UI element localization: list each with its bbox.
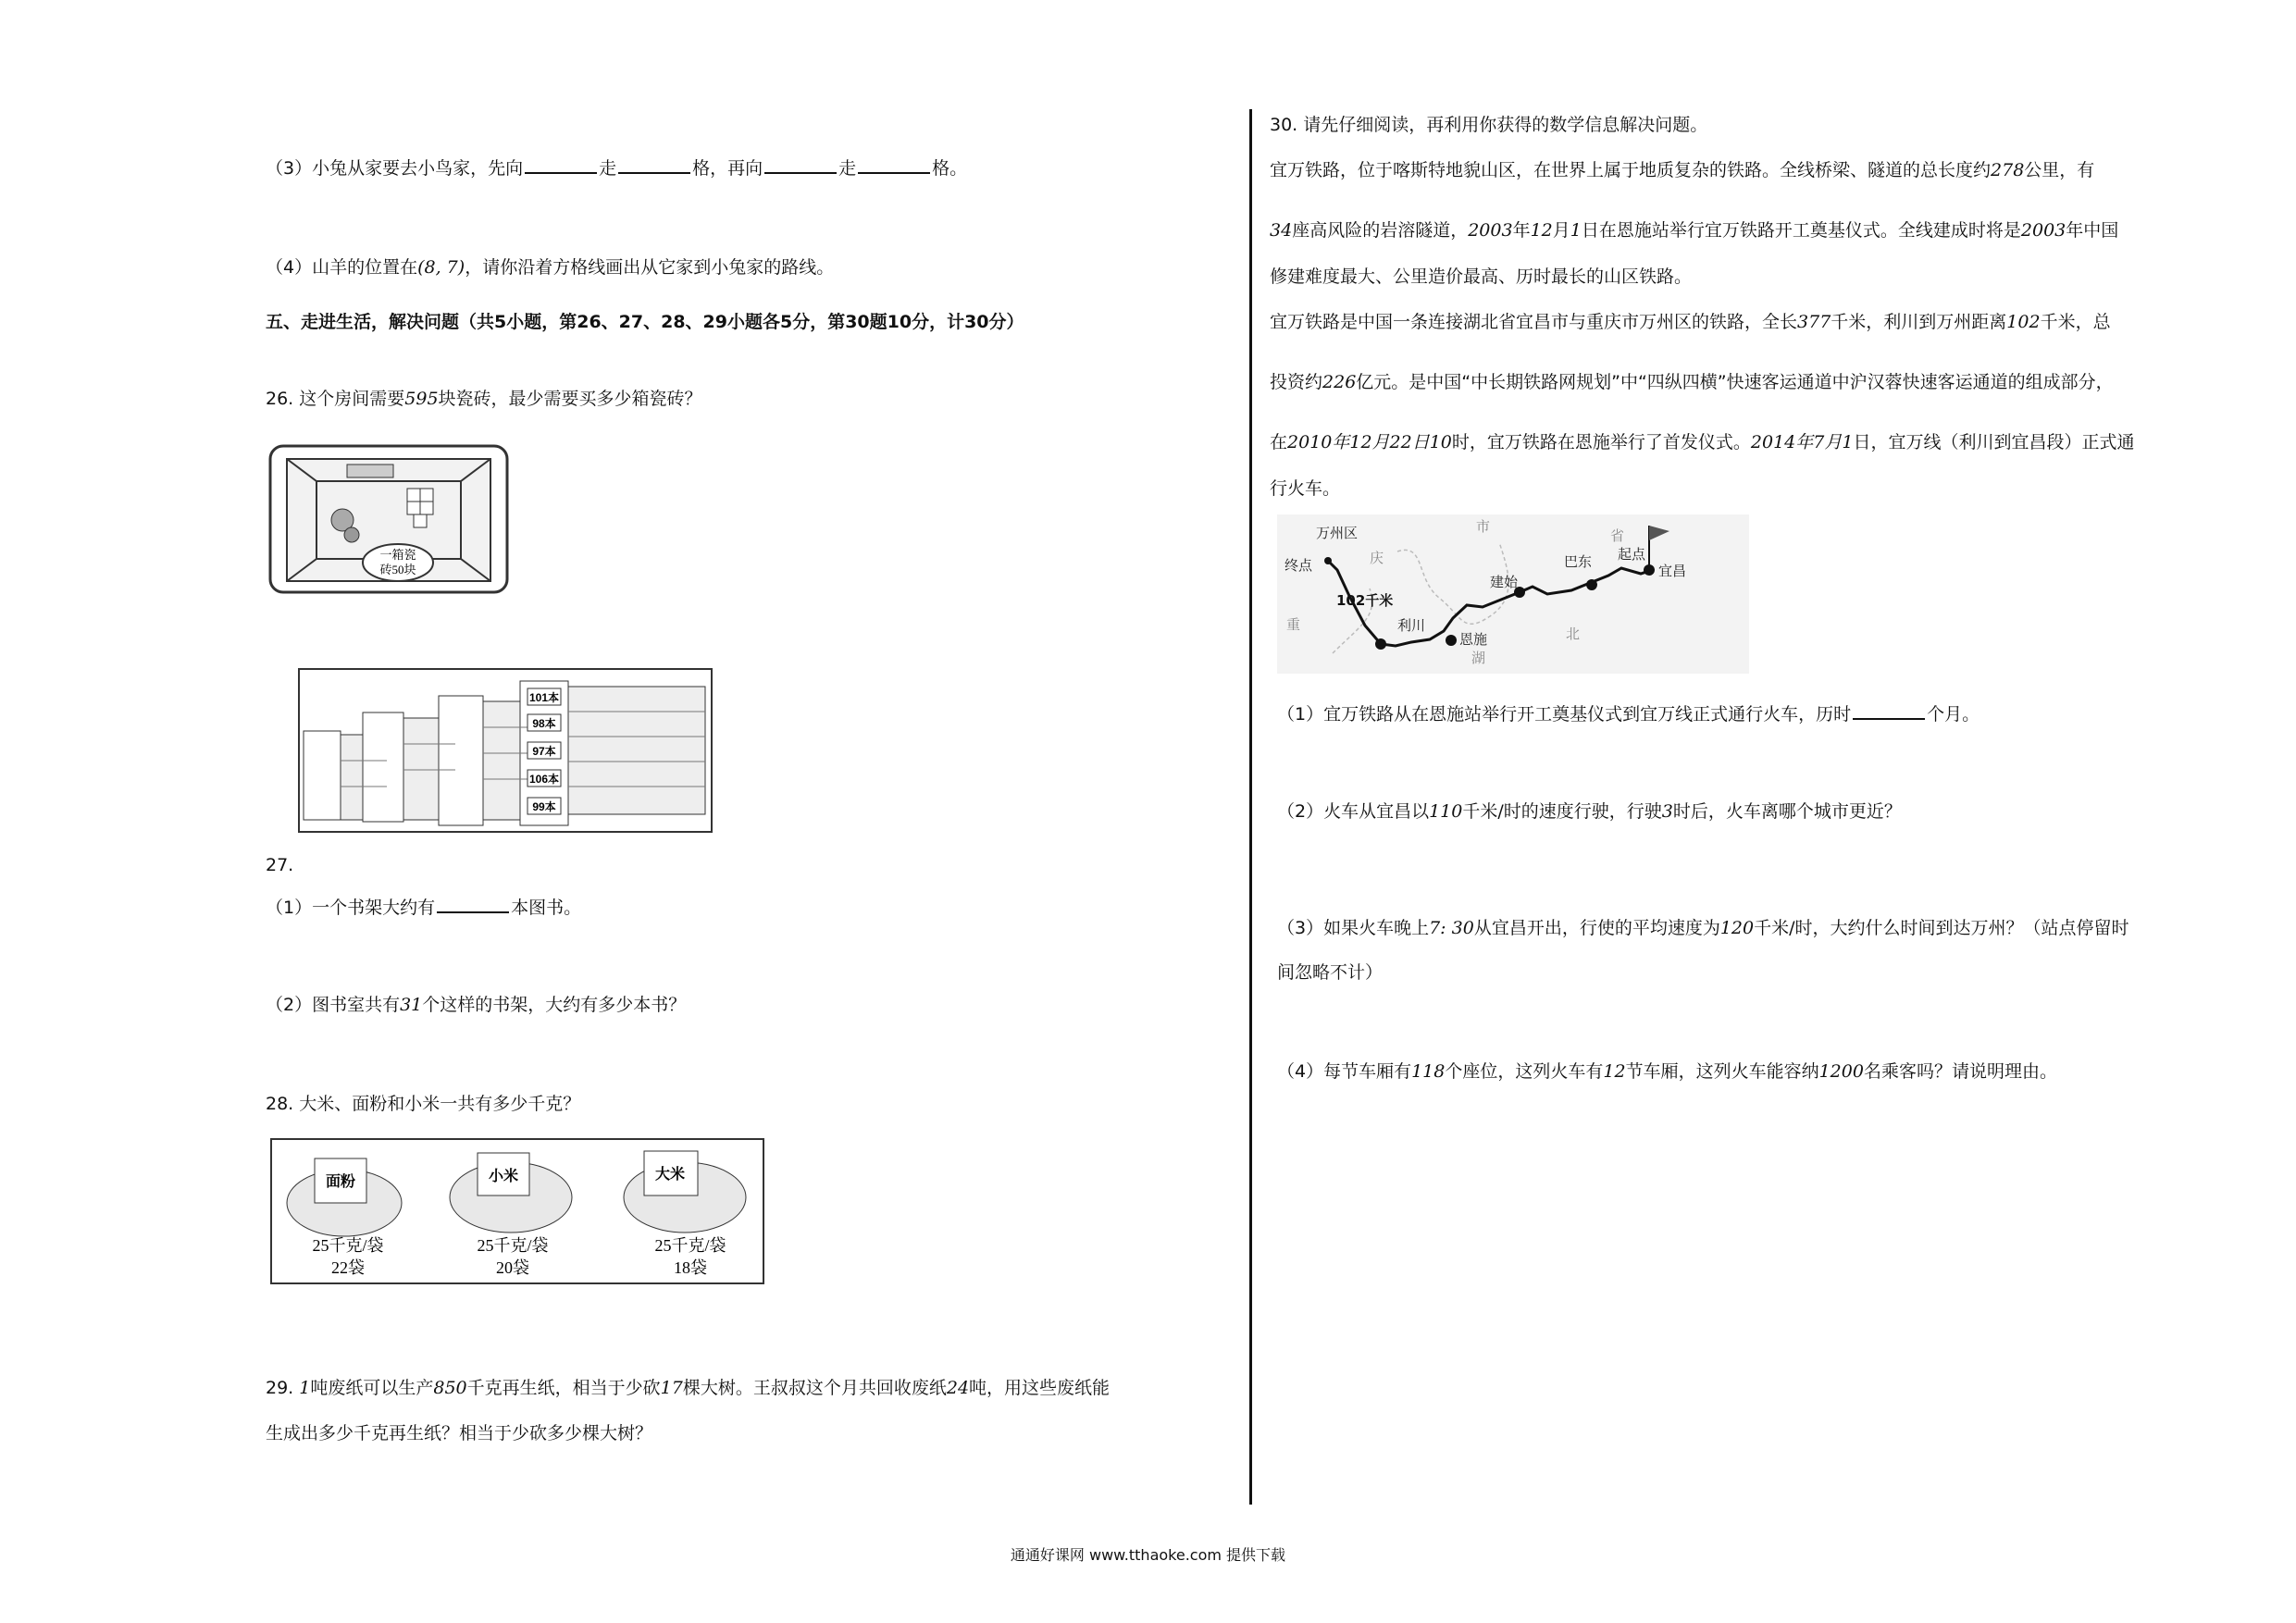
bag-name: 面粉 [325,1174,356,1190]
section-5-heading: 五、走进生活，解决问题（共5小题，第26、27、28、29小题各5分，第30题10分，计30分） [266,312,1024,332]
answer-blank[interactable] [764,155,837,174]
shelf-label: 99本 [532,800,556,813]
grain-bags-image [270,1138,764,1284]
q30-para-line-3: 修建难度最大、公里造价最高、历时最长的山区铁路。 [1270,266,1693,287]
map-label-qing: 庆 [1370,550,1384,566]
q29-line-2: 生成出多少千克再生纸？相当于少砍多少棵大树？ [266,1423,653,1443]
q30-para-line-2: 34座高风险的岩溶隧道，2003年12月1日在恩施站举行宜万铁路开工奠基仪式。全线建成时将是2003年中国 [1270,220,2119,241]
bag-weight: 25千克/袋 [477,1236,549,1255]
bag-count: 20袋 [496,1258,529,1277]
bubble-line-2: 砖50块 [379,563,416,576]
shelf-label: 101本 [528,691,560,704]
map-label-badong: 巴东 [1564,553,1593,570]
q27-1: （1）一个书架大约有 本图书。 [266,895,581,920]
q30-2: （2）火车从宜昌以110千米/时的速度行驶，行驶3时后，火车离哪个城市更近？ [1277,801,1902,822]
shelf-label: 106本 [528,773,560,786]
bag-count: 22袋 [331,1258,365,1277]
bag-name: 大米 [654,1167,686,1183]
q30-3-line-2: 间忽略不计） [1277,962,1384,983]
map-label-lichuan: 利川 [1397,617,1426,634]
bag-weight: 25千克/袋 [312,1236,384,1255]
shelf-label: 97本 [532,745,556,758]
q30-3-line-1: （3）如果火车晚上7: 30从宜昌开出，行使的平均速度为120千米/时，大约什么时间到达万州？（站点停留时 [1277,918,2129,938]
bag-name: 小米 [488,1169,519,1184]
column-divider [1249,109,1252,1505]
answer-blank[interactable] [618,155,690,174]
answer-blank[interactable] [437,895,509,913]
q29-line-1: 29. 1吨废纸可以生产850千克再生纸，相当于少砍17棵大树。王叔叔这个月共回收废纸24吨，用这些废纸能 [266,1378,1111,1398]
answer-blank[interactable] [525,155,597,174]
map-label-chong: 重 [1286,616,1301,633]
q30-para-line-7: 行火车。 [1270,478,1341,499]
q30-1: （1）宜万铁路从在恩施站举行开工奠基仪式到宜万线正式通行火车，历时 个月。 [1277,701,1980,726]
q27-2: （2）图书室共有31个这样的书架，大约有多少本书？ [266,995,687,1015]
q28: 28. 大米、面粉和小米一共有多少千克？ [266,1094,581,1114]
q30-4: （4）每节车厢有118个座位，这列火车有12节车厢，这列火车能容纳1200名乘客吗？请说明理由。 [1277,1061,2057,1082]
answer-blank[interactable] [1853,701,1925,720]
bookshelf-image [298,668,713,833]
map-label-distance: 102千米 [1336,592,1394,609]
q25-3: （3）小兔从家要去小鸟家，先向 走 格，再向 走 格。 [266,155,967,180]
map-label-bei: 北 [1566,626,1581,642]
q30-title: 30. 请先仔细阅读，再利用你获得的数学信息解决问题。 [1270,115,1708,135]
map-label-end: 终点 [1285,557,1313,574]
bag-count: 18袋 [674,1258,707,1277]
map-label-start: 起点 [1618,546,1646,563]
map-label-jianshi: 建始 [1490,574,1519,590]
map-label-hu: 湖 [1471,650,1486,666]
q30-para-line-5: 投资约226亿元。是中国“中长期铁路网规划”中“四纵四横”快速客运通道中沪汉蓉快速客运通道的组成部分， [1270,372,2114,392]
map-label-shi: 市 [1476,518,1491,535]
q30-para-line-6: 在2010年12月22日10时，宜万铁路在恩施举行了首发仪式。2014年7月1日，宜万线（利川到宜昌段）正式通 [1270,432,2135,452]
map-label-enshi: 恩施 [1459,631,1488,648]
railway-map [1277,514,1749,674]
answer-blank[interactable] [858,155,930,174]
q27-number: 27. [266,855,294,875]
room-tile-image [268,444,511,596]
page-footer: 通通好课网 www.tthaoke.com 提供下载 [1010,1546,1286,1564]
q30-para-line-1: 宜万铁路，位于喀斯特地貌山区，在世界上属于地质复杂的铁路。全线桥梁、隧道的总长度约278公里，有 [1270,160,2095,180]
bag-weight: 25千克/袋 [654,1236,726,1255]
shelf-label: 98本 [532,717,556,730]
q26: 26. 这个房间需要595块瓷砖，最少需要买多少箱瓷砖？ [266,389,702,409]
map-label-wanzhou: 万州区 [1316,525,1359,541]
q25-4: （4）山羊的位置在(8, 7)，请你沿着方格线画出从它家到小兔家的路线。 [266,257,835,278]
bubble-line-1: 一箱瓷 [379,548,416,562]
q30-para-line-4: 宜万铁路是中国一条连接湖北省宜昌市与重庆市万州区的铁路，全长377千米，利川到万州距离102千米，总 [1270,312,2111,332]
map-label-sheng: 省 [1610,527,1625,544]
map-label-yichang: 宜昌 [1658,563,1687,579]
